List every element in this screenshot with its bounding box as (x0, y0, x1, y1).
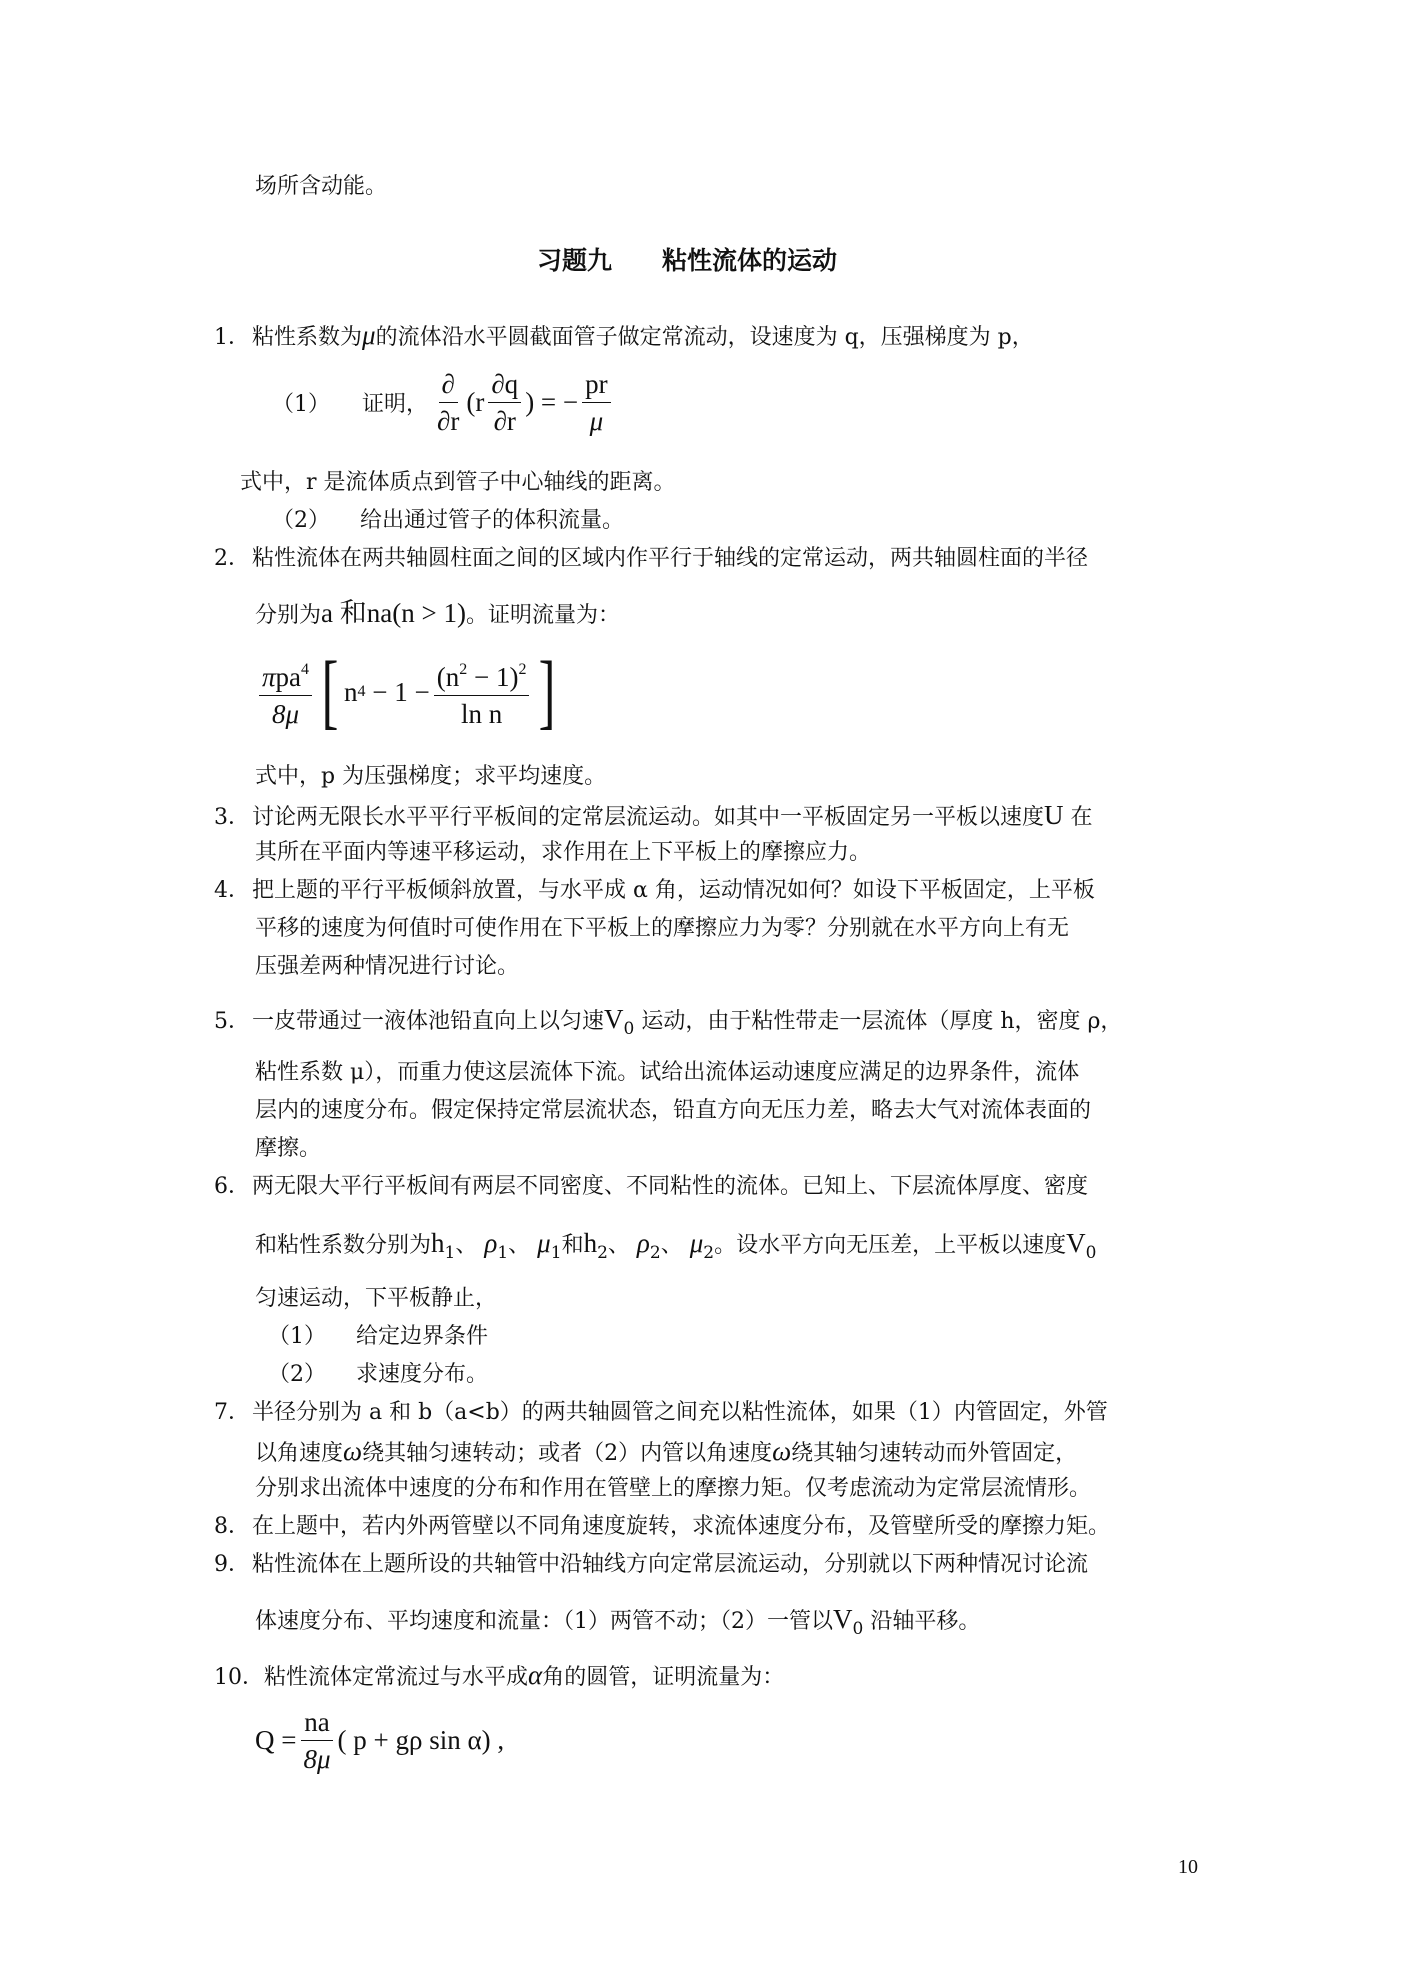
problem-2-line-2: 分别为a 和na(n > 1)。证明流量为： (255, 598, 620, 628)
problem-6-sub-2: （2） 求速度分布。 (268, 1362, 489, 1387)
problem-6-line-2: 和粘性系数分别为$h_1$、 $\rho_1$、 $\mu_1$和$h_2$、 $\rho_2$、 $\mu_2$。设水平方向无压差，上平板以速度$V_0$ (255, 1228, 1097, 1263)
section-title: 习题九 粘性流体的运动 (537, 246, 838, 275)
problem-6-line-3: 匀速运动，下平板静止， (255, 1286, 498, 1311)
problem-7-line-3: 分别求出流体中速度的分布和作用在管壁上的摩擦力矩。仅考虑流动为定常层流情形。 (255, 1476, 1092, 1501)
problem-4-line-3: 压强差两种情况进行讨论。 (255, 954, 520, 979)
problem-5-line-1: 5．一皮带通过一液体池铅直向上以匀速$V_0$ 运动，由于粘性带走一层流体（厚度 h，密度 ρ， (214, 1004, 1123, 1039)
problem-4-line-1: 4．把上题的平行平板倾斜放置，与水平成 α 角，运动情况如何？如设下平板固定，上平板 (214, 878, 1095, 903)
problem-1-sub-2: （2） 给出通过管子的体积流量。 (272, 508, 625, 533)
problem-3-line-1: 3．讨论两无限长水平平行平板间的定常层流运动。如其中一平板固定另一平板以速度U 在 (214, 800, 1093, 830)
problem-9-line-1: 9．粘性流体在上题所设的共轴管中沿轴线方向定常层流运动，分别就以下两种情况讨论流 (214, 1552, 1089, 1577)
page-number: 10 (1178, 1856, 1198, 1878)
problem-6-sub-1: （1） 给定边界条件 (268, 1324, 489, 1349)
problem-10-equation: Q = $\frac{na}{8\mu}$ ( p + gρ sin α) , (255, 1707, 505, 1774)
problem-5-line-4: 摩擦。 (255, 1136, 322, 1161)
problem-1-line-1: 1．粘性系数为μ的流体沿水平圆截面管子做定常流动，设速度为 q，压强梯度为 p， (214, 320, 1034, 350)
problem-1-equation: （1） 证明， $\frac{\partial}{\partial r}$ (r $\frac{\partial q}{\partial r}$ ) = − $\frac{pr}{\mu}$ (272, 368, 615, 437)
problem-6-line-1: 6．两无限大平行平板间有两层不同密度、不同粘性的流体。已知上、下层流体厚度、密度 (214, 1174, 1089, 1199)
carry-over-text: 场所含动能。 (255, 174, 388, 199)
problem-2-equation: $\frac{\pi pa^4}{8\mu}$ [ n 4 − 1 − $\frac{(n^2 - 1)^2}{\text{ln n}}$ ] (255, 650, 561, 734)
problem-10-line-1: 10．粘性流体定常流过与水平成α角的圆管，证明流量为： (214, 1660, 785, 1690)
problem-5-line-2: 粘性系数 μ），而重力使这层流体下流。试给出流体运动速度应满足的边界条件，流体 (255, 1060, 1080, 1085)
problem-7-line-1: 7．半径分别为 a 和 b（a<b）的两共轴圆管之间充以粘性流体，如果（1）内管固定，外管 (214, 1400, 1108, 1425)
problem-9-line-2: 体速度分布、平均速度和流量：（1）两管不动；（2）一管以$V_0$ 沿轴平移。 (255, 1604, 981, 1639)
problem-5-line-3: 层内的速度分布。假定保持定常层流状态，铅直方向无压力差，略去大气对流体表面的 (255, 1098, 1092, 1123)
problem-7-line-2: 以角速度ω绕其轴匀速转动；或者（2）内管以角速度ω绕其轴匀速转动而外管固定， (255, 1436, 1078, 1466)
problem-8-line-1: 8．在上题中，若内外两管壁以不同角速度旋转，求流体速度分布，及管壁所受的摩擦力矩。 (214, 1514, 1111, 1539)
problem-1-number: 1． (214, 325, 250, 350)
problem-4-line-2: 平移的速度为何值时可使作用在下平板上的摩擦应力为零？分别就在水平方向上有无 (255, 916, 1070, 941)
problem-1-note: 式中，r 是流体质点到管子中心轴线的距离。 (240, 470, 676, 495)
problem-2-line-1: 2．粘性流体在两共轴圆柱面之间的区域内作平行于轴线的定常运动，两共轴圆柱面的半径 (214, 546, 1089, 571)
problem-2-note: 式中，p 为压强梯度；求平均速度。 (255, 764, 607, 789)
problem-3-line-2: 其所在平面内等速平移运动，求作用在上下平板上的摩擦应力。 (255, 840, 872, 865)
